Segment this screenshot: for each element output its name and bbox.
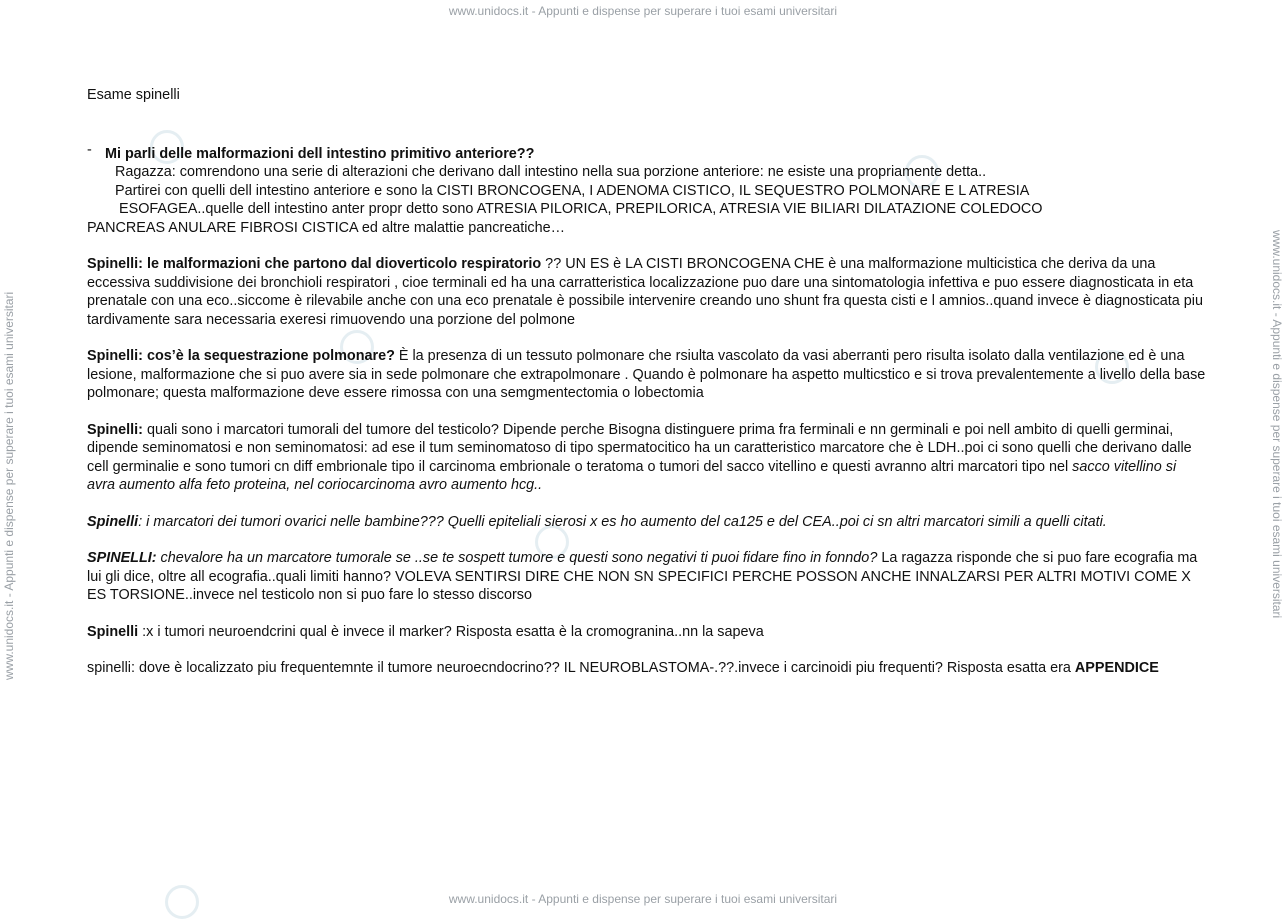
question-2-bold: Spinelli: le malformazioni che partono dal dioverticolo respiratorio — [87, 256, 542, 272]
question-6-bold: SPINELLI: — [87, 550, 157, 566]
document-title: Esame spinelli — [87, 87, 180, 103]
question-2-text: ?? UN ES è LA CISTI BRONCOGENA CHE è una malformazione multicistica che deriva da una eccessiva suddivisione dei bronchioli respiratori , cioe terminali ed ha una carratteristica localizzazione puo dare una sintomatologia infettiva e puo essere diagnosticata in eta prenatale con una eco..siccome è rilevabile anche con una eco prenatale è possibile intervenire creando uno shunt fra questa cisti e l amnios..quand invece è diagnosticata piu tardivamente sara necessaria exeresi rimuovendo una porzione del polmone — [87, 256, 1203, 328]
question-5-bold: Spinelli — [87, 513, 139, 530]
question-6-italic: chevalore ha un marcatore tumorale se ..se te sospett tumore e questi sono negativi ti puoi fidare fino in fonndo? — [156, 550, 878, 566]
question-4-text: quali sono i marcatori tumorali del tumore del testicolo? Dipende perche Bisogna distinguere prima fra ferminali e nn germinali e poi nell ambito di quelli germinai, dipende seminomatosi e non seminomatosi: ad ese il tum seminomatoso di tipo spermatocitico ha un caratteristico marcatore che è LDH..poi ci sono quelli che derivano dalle cell germinalie e sono tumori cn diff embrionale tipo il carcinoma embrionale o teratoma o tumori del sacco vitellino e questi avranno altri marcatori tipo nel — [87, 421, 1192, 475]
watermark-top: www.unidocs.it - Appunti e dispense per superare i tuoi esami universitari — [448, 4, 838, 18]
question-5 — [87, 513, 1207, 532]
question-2 — [87, 255, 1207, 329]
question-3-text: È la presenza di un tessuto polmonare che rsiulta vascolato da vasi aberranti pero risulta isolato dalla ventilazione ed è una lesione, malformazione che si puo avere sia in sede polmonare che extrapolmonare . Quando è polmonare ha aspetto multicstico e si trova prevalentemente a livello della base polmonare; questa malformazione deve essere rimossa con una semgmentectomia o lobectomia — [87, 348, 1206, 401]
document-body — [87, 86, 1207, 696]
watermark-bottom: www.unidocs.it - Appunti e dispense per superare i tuoi esami universitari — [448, 892, 838, 906]
question-7-bold: Spinelli — [87, 623, 139, 640]
question-4-italic: sacco vitellino si avra aumento alfa feto proteina, nel coriocarcinoma avro aumento hcg.. — [87, 458, 1177, 493]
question-4-bold: Spinelli: — [87, 421, 143, 438]
watermark-logo-icon — [165, 885, 199, 919]
question-8-text: spinelli: dove è localizzato piu frequentemnte il tumore neuroecndocrino?? IL NEUROBLASTOMA-.??.invece i carcinoidi piu frequenti? Risposta esatta era — [87, 660, 1075, 676]
question-7 — [87, 623, 1207, 642]
watermark-right: www.unidocs.it - Appunti e dispense per superare i tuoi esami universitari — [1270, 230, 1284, 619]
question-6 — [87, 549, 1207, 605]
watermark-left: www.unidocs.it - Appunti e dispense per superare i tuoi esami universitari — [2, 291, 16, 680]
question-4 — [87, 421, 1207, 495]
question-3 — [87, 347, 1207, 403]
question-8 — [87, 659, 1207, 678]
answer-1-line-3: ESOFAGEA..quelle dell intestino anter propr detto sono ATRESIA PILORICA, PREPILORICA, ATRESIA VIE BILIARI DILATAZIONE COLEDOCO — [119, 201, 1043, 217]
answer-1-line-4: PANCREAS ANULARE FIBROSI CISTICA ed altre malattie pancreatiche… — [87, 219, 565, 236]
question-3-bold: Spinelli: cos’è la sequestrazione polmonare? — [87, 348, 395, 364]
question-5-italic: : i marcatori dei tumori ovarici nelle bambine??? Quelli epiteliali sierosi x es ho aumento del ca125 e del CEA..poi ci sn altri marcatori simili a quelli citati. — [138, 513, 1107, 530]
question-8-bold: APPENDICE — [1074, 660, 1159, 676]
question-1 — [87, 141, 1207, 238]
question-6-text: La ragazza risponde che si puo fare ecografia ma lui gli dice, oltre all ecografia..quali limiti hanno? VOLEVA SENTIRSI DIRE CHE NON SN SPECIFICI PERCHE POSSON ANCHE INNALZARSI PER ALTRI MOTIVI COME X ES TORSIONE..invece nel testicolo non si puo fare lo stesso discorso — [87, 550, 1198, 603]
question-1-text: Mi parli delle malformazioni dell intestino primitivo anteriore?? — [105, 145, 535, 162]
question-7-text: :x i tumori neuroendcrini qual è invece il marker? Risposta esatta è la cromogranina..nn la sapeva — [138, 623, 764, 640]
answer-1-line-1: Ragazza: comrendono una serie di alterazioni che derivano dall intestino nella sua porzione anteriore: ne esiste una propriamente detta.. — [115, 164, 987, 180]
list-dash: - — [87, 141, 92, 158]
answer-1-line-2: Partirei con quelli dell intestino anteriore e sono la CISTI BRONCOGENA, I ADENOMA CISTICO, IL SEQUESTRO POLMONARE E L ATRESIA — [115, 182, 1030, 199]
